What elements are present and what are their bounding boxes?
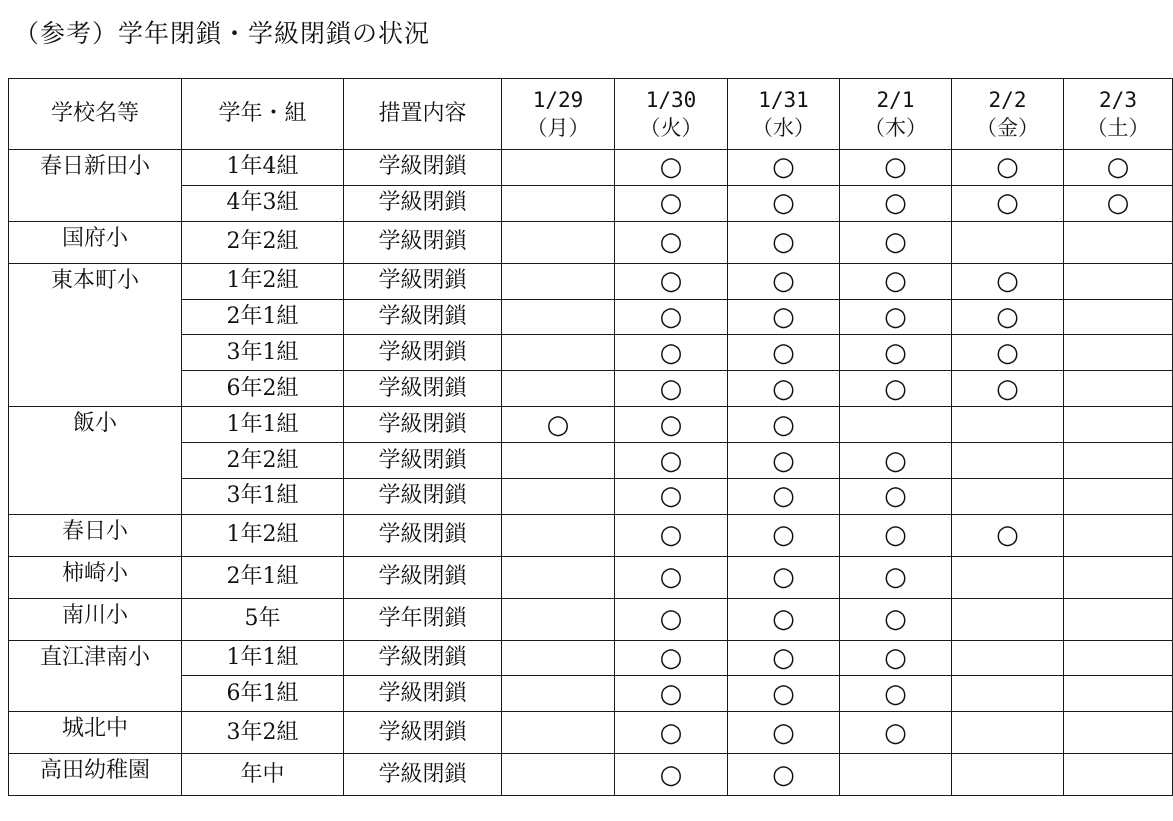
table-row [9, 556, 1173, 598]
date-mark-cell [728, 598, 840, 640]
date-mark-cell [840, 407, 952, 443]
date-mark-cell [615, 598, 728, 640]
date-mark-cell [615, 640, 728, 676]
date-mark-cell [952, 514, 1064, 556]
header-date-label: 1/29 [532, 88, 584, 112]
date-mark-cell [502, 598, 615, 640]
date-mark-cell [1064, 556, 1173, 598]
measure-cell: 学級閉鎖 [344, 150, 502, 186]
date-mark-cell [728, 150, 840, 186]
header-weekday-label: （土） [1086, 116, 1150, 140]
grade-class-cell: 1年2組 [182, 263, 344, 299]
header-weekday-label: （月） [526, 116, 590, 140]
closure-mark-icon: ○ [772, 302, 795, 332]
closure-mark-icon: ○ [1106, 188, 1130, 219]
date-mark-cell [840, 640, 952, 676]
grade-class-cell: 1年1組 [182, 640, 344, 676]
date-mark-cell [840, 598, 952, 640]
header-date-0 [502, 79, 615, 150]
date-mark-cell [1064, 185, 1173, 221]
date-mark-cell [728, 371, 840, 407]
header-date-4 [952, 79, 1064, 150]
date-mark-cell [952, 150, 1064, 186]
measure-cell: 学級閉鎖 [344, 371, 502, 407]
closure-mark-icon: ○ [659, 520, 683, 551]
date-mark-cell [952, 185, 1064, 221]
table-row [9, 598, 1173, 640]
date-mark-cell [615, 407, 728, 443]
closure-mark-icon: ○ [772, 678, 795, 709]
table-row [9, 150, 1173, 186]
grade-class-cell: 3年2組 [182, 712, 344, 754]
date-mark-cell [840, 443, 952, 479]
table-row [9, 185, 1173, 221]
school-name-cell: 南川小 [9, 598, 182, 640]
closure-mark-icon: ○ [546, 409, 570, 440]
closure-mark-icon: ○ [772, 188, 795, 219]
closure-mark-icon: ○ [884, 302, 907, 332]
date-mark-cell [1064, 150, 1173, 186]
school-name-cell: 城北中 [9, 712, 182, 754]
table-row [9, 371, 1173, 407]
date-mark-cell [502, 443, 615, 479]
date-mark-cell [728, 335, 840, 371]
header-weekday-label: （木） [864, 116, 927, 140]
date-mark-cell [615, 185, 728, 221]
measure-cell: 学級閉鎖 [344, 556, 502, 598]
date-mark-cell [728, 443, 840, 479]
school-name-cell: 直江津南小 [9, 640, 182, 712]
closure-mark-icon: ○ [659, 481, 683, 512]
table-row [9, 335, 1173, 371]
header-weekday-label: （火） [639, 116, 703, 140]
table-row [9, 263, 1173, 299]
table-row [9, 754, 1173, 796]
date-mark-cell [502, 185, 615, 221]
date-mark-cell [728, 299, 840, 335]
closure-mark-icon: ○ [996, 373, 1019, 404]
closure-mark-icon: ○ [659, 302, 683, 332]
grade-class-cell: 6年2組 [182, 371, 344, 407]
table-row [9, 640, 1173, 676]
date-mark-cell [840, 185, 952, 221]
header-date-label: 1/30 [645, 88, 697, 112]
measure-cell: 学級閉鎖 [344, 263, 502, 299]
date-mark-cell [952, 556, 1064, 598]
date-mark-cell [728, 640, 840, 676]
date-mark-cell [952, 640, 1064, 676]
date-mark-cell [502, 371, 615, 407]
grade-class-cell: 3年1組 [182, 335, 344, 371]
header-weekday-label: （金） [976, 116, 1039, 140]
closure-mark-icon: ○ [659, 188, 683, 219]
grade-class-cell: 年中 [182, 754, 344, 796]
table-row [9, 514, 1173, 556]
date-mark-cell [502, 299, 615, 335]
measure-cell: 学級閉鎖 [344, 754, 502, 796]
closure-mark-icon: ○ [884, 337, 907, 368]
date-mark-cell [615, 712, 728, 754]
school-name-cell: 柿崎小 [9, 556, 182, 598]
closure-mark-icon: ○ [659, 604, 683, 635]
date-mark-cell [1064, 407, 1173, 443]
date-mark-cell [615, 556, 728, 598]
date-mark-cell [615, 371, 728, 407]
date-mark-cell [502, 556, 615, 598]
date-mark-cell [615, 443, 728, 479]
date-mark-cell [615, 676, 728, 712]
header-date-label: 1/31 [758, 88, 809, 112]
date-mark-cell [840, 299, 952, 335]
date-mark-cell [502, 712, 615, 754]
date-mark-cell [1064, 443, 1173, 479]
grade-class-cell: 2年1組 [182, 299, 344, 335]
date-mark-cell [728, 556, 840, 598]
closure-mark-icon: ○ [996, 337, 1019, 368]
closure-mark-icon: ○ [884, 266, 907, 297]
measure-cell: 学級閉鎖 [344, 335, 502, 371]
date-mark-cell [840, 479, 952, 515]
closure-mark-icon: ○ [772, 759, 795, 790]
school-name-cell: 東本町小 [9, 263, 182, 407]
date-mark-cell [615, 479, 728, 515]
table-row [9, 221, 1173, 263]
date-mark-cell [1064, 479, 1173, 515]
closure-mark-icon: ○ [772, 717, 795, 748]
closure-mark-icon: ○ [659, 562, 683, 593]
closure-mark-icon: ○ [659, 717, 683, 748]
grade-class-cell: 2年2組 [182, 221, 344, 263]
closure-mark-icon: ○ [772, 643, 795, 674]
header-date-1 [615, 79, 728, 150]
date-mark-cell [1064, 221, 1173, 263]
date-mark-cell [952, 479, 1064, 515]
table-row [9, 712, 1173, 754]
measure-cell: 学級閉鎖 [344, 221, 502, 263]
closure-mark-icon: ○ [996, 266, 1019, 297]
date-mark-cell [615, 754, 728, 796]
date-mark-cell [952, 754, 1064, 796]
measure-cell: 学年閉鎖 [344, 598, 502, 640]
measure-cell: 学級閉鎖 [344, 443, 502, 479]
date-mark-cell [728, 514, 840, 556]
date-mark-cell [952, 407, 1064, 443]
header-date-2 [728, 79, 840, 150]
grade-class-cell: 2年1組 [182, 556, 344, 598]
closure-mark-icon: ○ [884, 520, 907, 551]
measure-cell: 学級閉鎖 [344, 407, 502, 443]
date-mark-cell [615, 263, 728, 299]
closure-mark-icon: ○ [772, 337, 795, 368]
grade-class-cell: 2年2組 [182, 443, 344, 479]
closure-mark-icon: ○ [884, 373, 907, 404]
closure-mark-icon: ○ [884, 678, 907, 709]
table-row [9, 479, 1173, 515]
date-mark-cell [952, 335, 1064, 371]
date-mark-cell [840, 676, 952, 712]
measure-cell: 学級閉鎖 [344, 479, 502, 515]
header-weekday-label: （水） [752, 116, 815, 140]
date-mark-cell [502, 407, 615, 443]
date-mark-cell [502, 479, 615, 515]
date-mark-cell [728, 407, 840, 443]
closure-mark-icon: ○ [772, 520, 795, 551]
date-mark-cell [728, 221, 840, 263]
date-mark-cell [728, 479, 840, 515]
date-mark-cell [952, 676, 1064, 712]
school-name-cell: 春日小 [9, 514, 182, 556]
closure-status-table [8, 78, 1173, 796]
closure-mark-icon: ○ [659, 152, 683, 183]
header-row [9, 79, 1173, 150]
date-mark-cell [952, 371, 1064, 407]
closure-mark-icon: ○ [996, 188, 1019, 219]
measure-cell: 学級閉鎖 [344, 299, 502, 335]
date-mark-cell [952, 263, 1064, 299]
closure-mark-icon: ○ [884, 562, 907, 593]
grade-class-cell: 1年2組 [182, 514, 344, 556]
closure-mark-icon: ○ [884, 481, 907, 512]
measure-cell: 学級閉鎖 [344, 185, 502, 221]
date-mark-cell [840, 263, 952, 299]
closure-mark-icon: ○ [996, 520, 1019, 551]
closure-mark-icon: ○ [1106, 152, 1130, 183]
date-mark-cell [1064, 299, 1173, 335]
header-school: 学校名等 [9, 79, 182, 150]
date-mark-cell [502, 754, 615, 796]
page-title: （参考）学年閉鎖・学級閉鎖の状況 [14, 19, 431, 48]
date-mark-cell [502, 514, 615, 556]
date-mark-cell [615, 335, 728, 371]
date-mark-cell [952, 598, 1064, 640]
closure-mark-icon: ○ [884, 445, 907, 476]
closure-mark-icon: ○ [659, 337, 683, 368]
closure-mark-icon: ○ [772, 373, 795, 404]
table-row [9, 443, 1173, 479]
date-mark-cell [840, 371, 952, 407]
date-mark-cell [952, 443, 1064, 479]
closure-mark-icon: ○ [659, 409, 683, 440]
header-date-5 [1064, 79, 1173, 150]
header-measure: 措置内容 [344, 79, 502, 150]
school-name-cell: 飯小 [9, 407, 182, 515]
grade-class-cell: 4年3組 [182, 185, 344, 221]
date-mark-cell [1064, 514, 1173, 556]
date-mark-cell [1064, 598, 1173, 640]
date-mark-cell [840, 150, 952, 186]
closure-mark-icon: ○ [884, 643, 907, 674]
date-mark-cell [1064, 640, 1173, 676]
school-name-cell: 春日新田小 [9, 150, 182, 222]
closure-mark-icon: ○ [659, 678, 683, 709]
date-mark-cell [728, 712, 840, 754]
date-mark-cell [728, 754, 840, 796]
closure-mark-icon: ○ [884, 604, 907, 635]
measure-cell: 学級閉鎖 [344, 676, 502, 712]
date-mark-cell [1064, 754, 1173, 796]
date-mark-cell [502, 676, 615, 712]
closure-mark-icon: ○ [772, 604, 795, 635]
school-name-cell: 高田幼稚園 [9, 754, 182, 796]
date-mark-cell [840, 712, 952, 754]
date-mark-cell [728, 263, 840, 299]
measure-cell: 学級閉鎖 [344, 640, 502, 676]
date-mark-cell [502, 335, 615, 371]
date-mark-cell [728, 676, 840, 712]
date-mark-cell [1064, 712, 1173, 754]
closure-mark-icon: ○ [884, 152, 907, 183]
measure-cell: 学級閉鎖 [344, 712, 502, 754]
grade-class-cell: 1年1組 [182, 407, 344, 443]
closure-mark-icon: ○ [884, 188, 907, 219]
date-mark-cell [840, 754, 952, 796]
closure-mark-icon: ○ [884, 717, 907, 748]
closure-mark-icon: ○ [659, 227, 683, 258]
closure-mark-icon: ○ [996, 302, 1019, 332]
table-body [9, 150, 1173, 796]
closure-mark-icon: ○ [996, 152, 1019, 183]
table-row [9, 299, 1173, 335]
closure-mark-icon: ○ [772, 562, 795, 593]
date-mark-cell [840, 335, 952, 371]
date-mark-cell [840, 221, 952, 263]
date-mark-cell [615, 514, 728, 556]
grade-class-cell: 1年4組 [182, 150, 344, 186]
school-name-cell: 国府小 [9, 221, 182, 263]
date-mark-cell [952, 221, 1064, 263]
measure-cell: 学級閉鎖 [344, 514, 502, 556]
date-mark-cell [615, 299, 728, 335]
header-date-3 [840, 79, 952, 150]
closure-mark-icon: ○ [659, 759, 683, 790]
closure-mark-icon: ○ [772, 481, 795, 512]
date-mark-cell [952, 299, 1064, 335]
date-mark-cell [1064, 371, 1173, 407]
header-date-label: 2/1 [876, 88, 915, 112]
grade-class-cell: 6年1組 [182, 676, 344, 712]
header-date-label: 2/3 [1099, 88, 1137, 112]
table-row [9, 407, 1173, 443]
header-date-label: 2/2 [988, 88, 1027, 112]
date-mark-cell [1064, 676, 1173, 712]
closure-mark-icon: ○ [884, 227, 907, 258]
date-mark-cell [728, 185, 840, 221]
date-mark-cell [502, 263, 615, 299]
date-mark-cell [502, 150, 615, 186]
date-mark-cell [615, 221, 728, 263]
table-row [9, 676, 1173, 712]
date-mark-cell [840, 556, 952, 598]
closure-mark-icon: ○ [659, 643, 683, 674]
closure-mark-icon: ○ [659, 445, 683, 476]
closure-mark-icon: ○ [772, 152, 795, 183]
closure-mark-icon: ○ [772, 227, 795, 258]
date-mark-cell [502, 640, 615, 676]
header-grade-class: 学年・組 [182, 79, 344, 150]
closure-mark-icon: ○ [772, 409, 795, 440]
closure-mark-icon: ○ [772, 445, 795, 476]
date-mark-cell [615, 150, 728, 186]
date-mark-cell [1064, 335, 1173, 371]
grade-class-cell: 3年1組 [182, 479, 344, 515]
date-mark-cell [952, 712, 1064, 754]
closure-mark-icon: ○ [772, 266, 795, 297]
date-mark-cell [840, 514, 952, 556]
closure-mark-icon: ○ [659, 373, 683, 404]
date-mark-cell [1064, 263, 1173, 299]
grade-class-cell: 5年 [182, 598, 344, 640]
date-mark-cell [502, 221, 615, 263]
closure-mark-icon: ○ [659, 266, 683, 297]
